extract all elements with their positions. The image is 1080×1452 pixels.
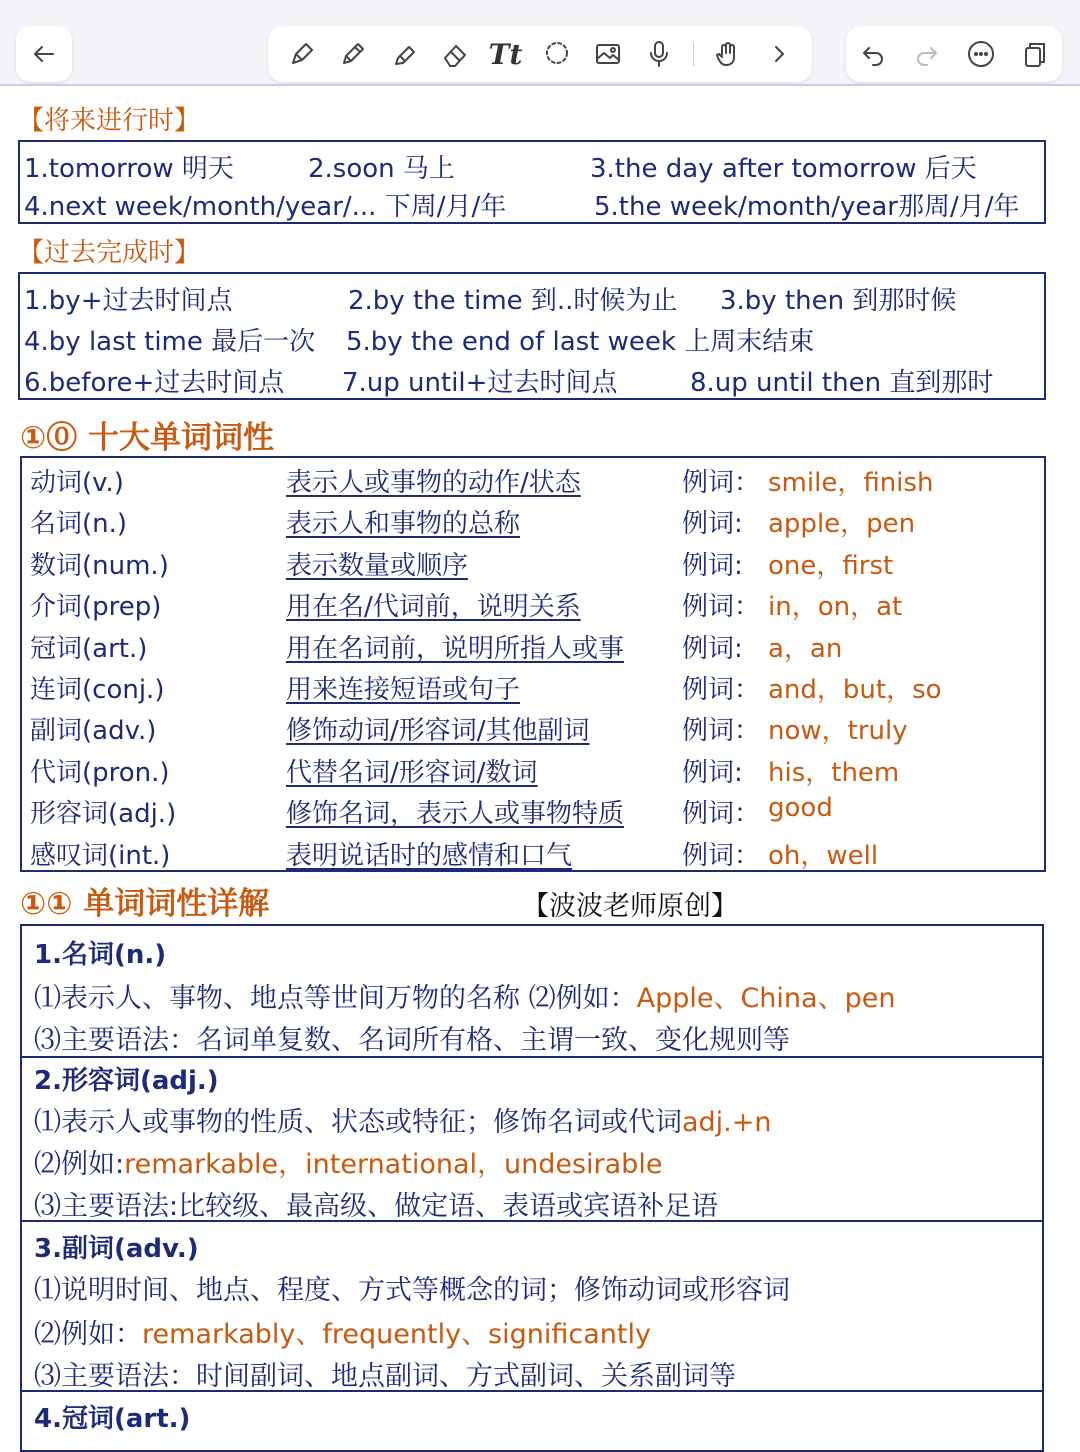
past-item: 1.by+过去时间点 (24, 286, 233, 316)
adj-section (20, 1054, 1044, 1222)
pos-description: 表示数量或顺序 (286, 550, 469, 581)
pos-examples: good (768, 793, 833, 824)
adj-example-label: ⑵例如: (34, 1149, 125, 1180)
pos-description: 表明说话时的感情和口气 (286, 840, 573, 871)
adv-line-2 (34, 1312, 651, 1351)
pencil-icon[interactable] (336, 37, 370, 71)
pos-name: 副词(adv.) (30, 716, 157, 747)
chevron-right-icon[interactable] (762, 37, 796, 71)
noun-examples: Apple、China、pen (636, 983, 896, 1014)
pos-heading: ①⓪ 十大单词词性 (20, 420, 275, 456)
adj-pattern: adj.+n (682, 1107, 772, 1138)
pos-name: 形容词(adj.) (30, 799, 177, 830)
pos-examples: now，truly (768, 716, 908, 747)
adj-line-2 (34, 1142, 662, 1181)
past-item: 6.before+过去时间点 (24, 368, 285, 398)
more-icon[interactable] (964, 37, 998, 71)
credit-label: 【波波老师原创】 (522, 891, 738, 922)
past-item: 4.by last time 最后一次 (24, 327, 316, 357)
art-title: 4.冠词(art.) (34, 1404, 191, 1434)
document-actions (846, 26, 1062, 82)
pos-name: 冠词(art.) (30, 633, 148, 664)
pos-example-label: 例词： (682, 716, 761, 747)
adv-title: 3.副词(adv.) (34, 1234, 199, 1264)
past-item: 2.by the time 到..时候为止 (348, 286, 678, 316)
pos-examples: smile，finish (768, 468, 934, 498)
adv-example-label: ⑵例如： (34, 1319, 142, 1350)
past-perfect-heading: 【过去完成时】 (18, 238, 201, 268)
pos-examples: and，but，so (768, 675, 942, 705)
detail-heading: ①① 单词词性详解 (20, 886, 270, 922)
pos-example-label: 例词: (682, 509, 743, 540)
pos-description: 表示人或事物的动作/状态 (286, 468, 581, 498)
pos-description: 表示人和事物的总称 (286, 509, 521, 540)
future-heading: 【将来进行时】 (18, 106, 201, 136)
adv-line-3: ⑶主要语法：时间副词、地点副词、方式副词、关系副词等 (34, 1361, 736, 1392)
adj-examples: remarkable，international，undesirable (124, 1149, 663, 1180)
pos-name: 感叹词(int.) (30, 840, 171, 871)
past-item: 7.up until+过去时间点 (342, 368, 618, 398)
pos-example-label: 例词： (682, 840, 761, 871)
adj-line-3: ⑶主要语法:比较级、最高级、做定语、表语或宾语补足语 (34, 1191, 719, 1222)
pos-description: 代替名词/形容词/数词 (286, 757, 538, 788)
pos-example-label: 例词： (682, 675, 761, 705)
future-item: 1.tomorrow 明天 (24, 154, 234, 184)
pos-name: 动词(v.) (30, 468, 124, 498)
eraser-icon[interactable] (438, 37, 472, 71)
future-item: 2.soon 马上 (308, 154, 455, 184)
pos-example-label: 例词: (682, 757, 743, 788)
pos-example-label: 例词: (682, 550, 743, 581)
noun-title: 1.名词(n.) (34, 940, 167, 970)
back-button[interactable] (16, 26, 72, 82)
adj-line-1 (34, 1100, 772, 1139)
pos-examples: his，them (768, 757, 900, 788)
pos-examples: one，first (768, 550, 894, 581)
arrow-left-icon (27, 37, 61, 71)
pos-name: 数词(num.) (30, 550, 169, 581)
adj-title: 2.形容词(adj.) (34, 1066, 219, 1096)
mic-icon[interactable] (642, 37, 676, 71)
pos-description: 用在名词前，说明所指人或事 (286, 633, 625, 664)
text-tool-icon[interactable]: Tt (488, 37, 523, 71)
noun-line-1 (34, 976, 895, 1015)
pages-icon[interactable] (1018, 37, 1052, 71)
pos-description: 修饰名词，表示人或事物特质 (286, 799, 625, 830)
past-item: 3.by then 到那时候 (720, 286, 957, 316)
pen-icon[interactable] (285, 37, 319, 71)
tool-palette (268, 26, 812, 82)
highlighter-icon[interactable] (387, 37, 421, 71)
pos-examples: in，on，at (768, 592, 903, 623)
future-item: 3.the day after tomorrow 后天 (590, 154, 977, 184)
pos-description: 用来连接短语或句子 (286, 675, 521, 705)
adv-section (20, 1220, 1044, 1392)
adj-definition: ⑴表示人或事物的性质、状态或特征；修饰名词或代词 (34, 1107, 682, 1138)
art-section (20, 1390, 1044, 1452)
undo-icon[interactable] (856, 37, 890, 71)
top-toolbar (0, 0, 1080, 86)
noun-section (20, 924, 1044, 1058)
pos-name: 名词(n.) (30, 509, 128, 540)
pos-example-label: 例词： (682, 468, 761, 498)
pos-description: 用在名/代词前，说明关系 (286, 592, 581, 623)
noun-definition: ⑴表示人、事物、地点等世间万物的名称 ⑵例如： (34, 983, 637, 1014)
future-item: 5.the week/month/year那周/月/年 (594, 192, 1020, 222)
pos-examples: oh，well (768, 840, 879, 871)
noun-line-2: ⑶主要语法：名词单复数、名词所有格、主谓一致、变化规则等 (34, 1025, 790, 1056)
pos-examples: apple，pen (768, 509, 916, 540)
future-box (18, 140, 1046, 224)
past-item: 8.up until then 直到那时 (690, 368, 994, 398)
image-icon[interactable] (591, 37, 625, 71)
adv-examples: remarkably、frequently、significantly (142, 1319, 651, 1350)
pos-name: 连词(conj.) (30, 675, 165, 705)
lasso-icon[interactable] (540, 37, 574, 71)
pos-example-label: 例词： (682, 592, 761, 623)
pos-name: 代词(pron.) (30, 757, 170, 788)
redo-icon[interactable] (910, 37, 944, 71)
pos-example-label: 例词: (682, 633, 743, 664)
future-item: 4.next week/month/year/... 下周/月/年 (24, 192, 507, 222)
pos-name: 介词(prep) (30, 592, 162, 623)
toolbar-divider (693, 42, 694, 66)
pos-table (20, 456, 1046, 872)
pos-description: 修饰动词/形容词/其他副词 (286, 716, 590, 747)
adv-line-1: ⑴说明时间、地点、程度、方式等概念的词；修饰动词或形容词 (34, 1275, 790, 1306)
past-perfect-box (18, 272, 1046, 400)
pos-examples: a，an (768, 633, 843, 664)
past-item: 5.by the end of last week 上周末结束 (346, 327, 815, 357)
hand-icon[interactable] (711, 37, 745, 71)
pos-example-label: 例词： (682, 799, 761, 830)
